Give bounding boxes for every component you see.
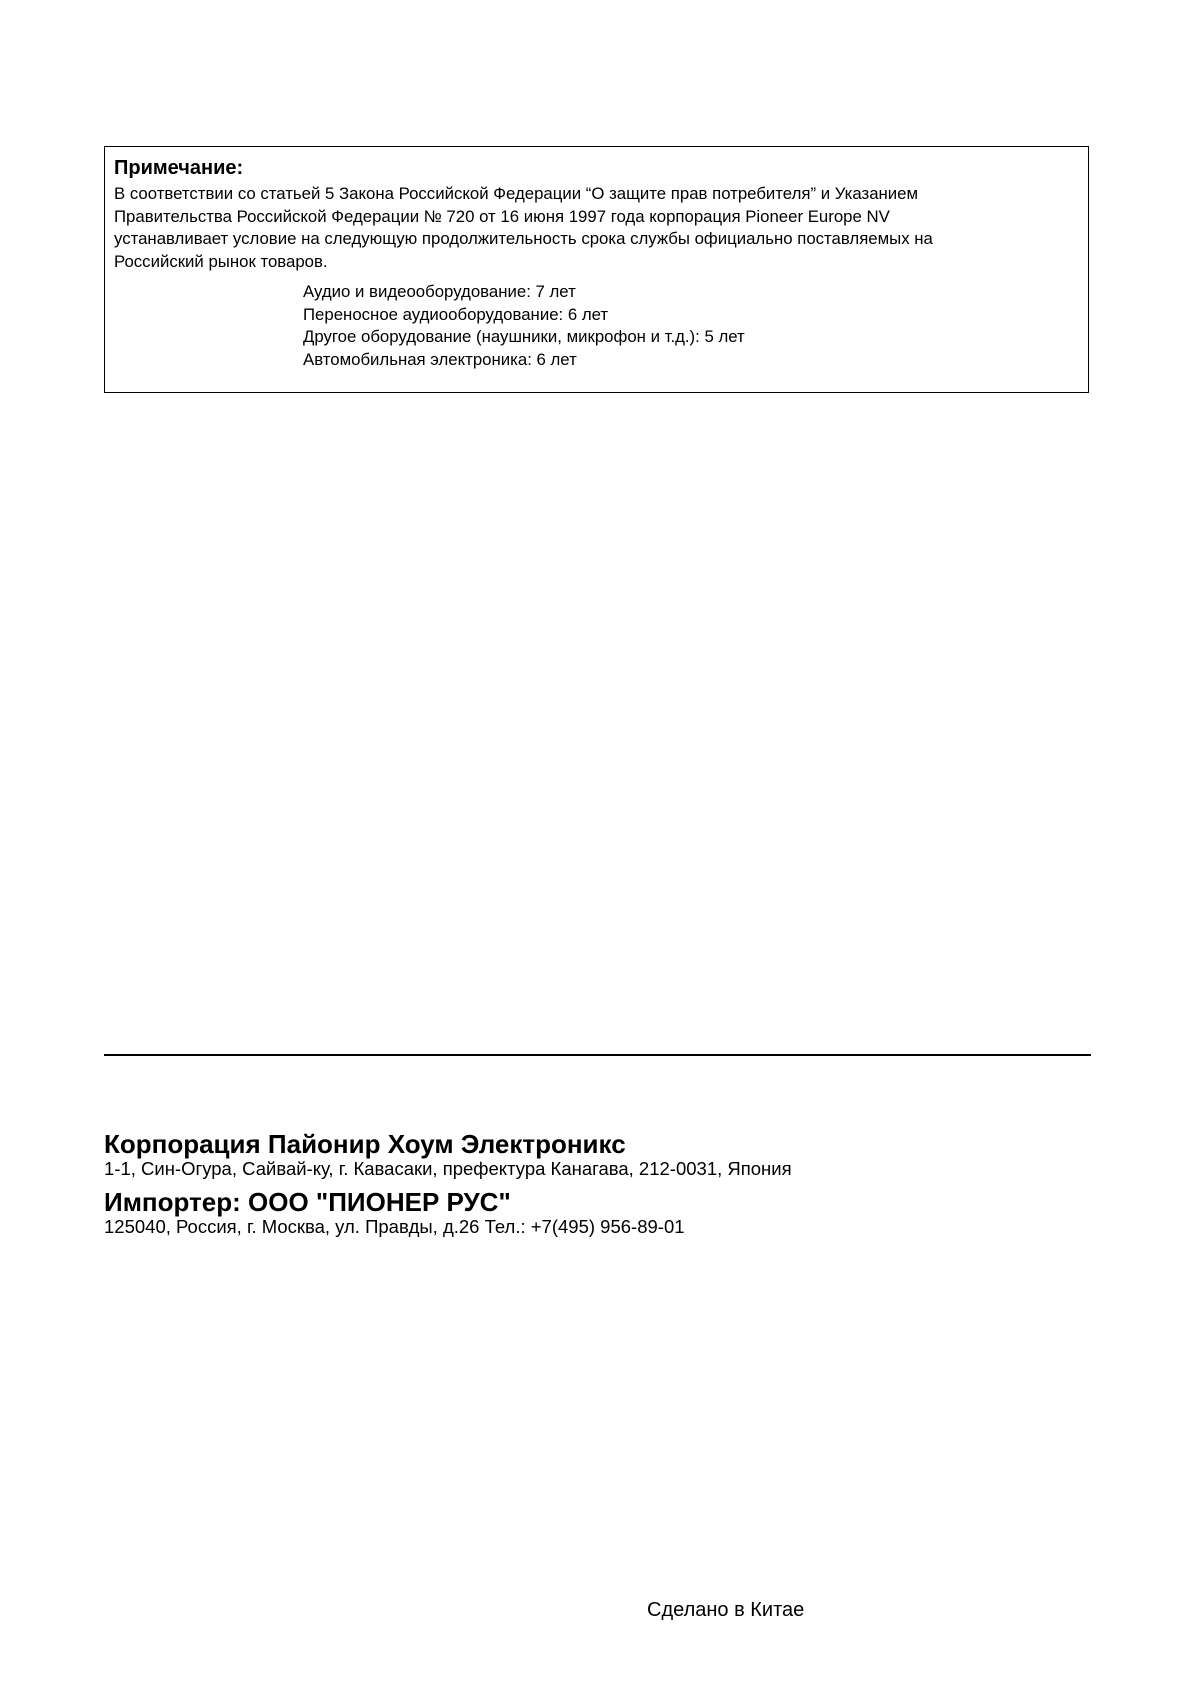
service-life-item: Автомобильная электроника: 6 лет [303, 349, 577, 369]
company-name: Корпорация Пайонир Хоум Электроникс [104, 1129, 626, 1159]
service-life-item: Аудио и видеооборудование: 7 лет [303, 282, 576, 301]
importer-address: 125040, Россия, г. Москва, ул. Правды, д.26 Тел.: +7(495) 956-89-01 [104, 1216, 685, 1237]
note-body-line: устанавливает условие на следующую продолжительность срока службы официально поставляемых на [114, 229, 933, 248]
company-address: 1-1, Син-Огура, Сайвай-ку, г. Кавасаки, префектура Канагава, 212-0031, Япония [104, 1158, 792, 1179]
service-life-item: Другое оборудование (наушники, микрофон и т.д.): 5 лет [303, 327, 745, 346]
service-life-list [303, 281, 745, 371]
note-title: Примечание: [114, 157, 244, 179]
importer-name: Импортер: ООО "ПИОНЕР РУС" [104, 1187, 511, 1217]
note-body [114, 183, 1074, 273]
note-box [104, 146, 1089, 393]
service-life-item: Переносное аудиооборудование: 6 лет [303, 304, 609, 324]
horizontal-divider [104, 1054, 1091, 1056]
made-in-label: Сделано в Китае [647, 1599, 805, 1621]
note-body-line: Российский рынок товаров. [114, 251, 328, 271]
note-body-line: В соответствии со статьей 5 Закона Российской Федерации “О защите прав потребителя” и Указанием [114, 184, 919, 203]
note-body-line: Правительства Российской Федерации № 720 от 16 июня 1997 года корпорация Pioneer Europe NV [114, 206, 890, 226]
